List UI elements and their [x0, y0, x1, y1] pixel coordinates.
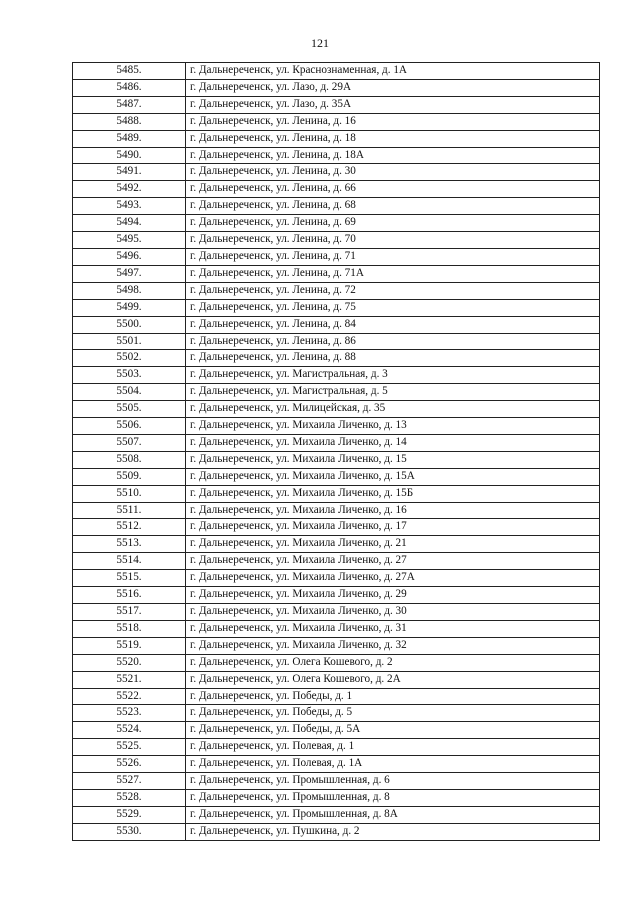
row-number: 5489. [73, 130, 186, 147]
table-row [73, 536, 600, 553]
row-address: г. Дальнереченск, ул. Михаила Личенко, д. 27А [186, 570, 600, 587]
row-number: 5530. [73, 823, 186, 840]
table-row [73, 739, 600, 756]
row-address: г. Дальнереченск, ул. Ленина, д. 88 [186, 350, 600, 367]
row-address: г. Дальнереченск, ул. Олега Кошевого, д. 2А [186, 671, 600, 688]
row-number: 5493. [73, 198, 186, 215]
table-row [73, 688, 600, 705]
table-row [73, 587, 600, 604]
table-row [73, 79, 600, 96]
row-address: г. Дальнереченск, ул. Михаила Личенко, д. 13 [186, 418, 600, 435]
row-address: г. Дальнереченск, ул. Полевая, д. 1А [186, 756, 600, 773]
row-address: г. Дальнереченск, ул. Ленина, д. 72 [186, 282, 600, 299]
table-row [73, 350, 600, 367]
row-address: г. Дальнереченск, ул. Михаила Личенко, д. 17 [186, 519, 600, 536]
row-address: г. Дальнереченск, ул. Ленина, д. 66 [186, 181, 600, 198]
row-number: 5518. [73, 620, 186, 637]
table-row [73, 232, 600, 249]
row-number: 5485. [73, 63, 186, 80]
row-number: 5527. [73, 773, 186, 790]
row-address: г. Дальнереченск, ул. Пушкина, д. 2 [186, 823, 600, 840]
row-number: 5512. [73, 519, 186, 536]
row-address: г. Дальнереченск, ул. Ленина, д. 71А [186, 265, 600, 282]
row-number: 5505. [73, 401, 186, 418]
row-address: г. Дальнереченск, ул. Лазо, д. 29А [186, 79, 600, 96]
row-address: г. Дальнереченск, ул. Ленина, д. 30 [186, 164, 600, 181]
row-address: г. Дальнереченск, ул. Полевая, д. 1 [186, 739, 600, 756]
table-row [73, 620, 600, 637]
row-number: 5498. [73, 282, 186, 299]
row-number: 5515. [73, 570, 186, 587]
row-address: г. Дальнереченск, ул. Ленина, д. 18 [186, 130, 600, 147]
row-number: 5503. [73, 367, 186, 384]
table-row [73, 806, 600, 823]
row-address: г. Дальнереченск, ул. Михаила Личенко, д. 27 [186, 553, 600, 570]
row-address: г. Дальнереченск, ул. Магистральная, д. 5 [186, 384, 600, 401]
row-address: г. Дальнереченск, ул. Михаила Личенко, д. 30 [186, 604, 600, 621]
table-row [73, 671, 600, 688]
table-row [73, 570, 600, 587]
row-number: 5491. [73, 164, 186, 181]
row-address: г. Дальнереченск, ул. Олега Кошевого, д. 2 [186, 654, 600, 671]
row-address: г. Дальнереченск, ул. Магистральная, д. 3 [186, 367, 600, 384]
row-number: 5501. [73, 333, 186, 350]
table-row [73, 722, 600, 739]
row-address: г. Дальнереченск, ул. Ленина, д. 68 [186, 198, 600, 215]
row-number: 5526. [73, 756, 186, 773]
row-address: г. Дальнереченск, ул. Победы, д. 5А [186, 722, 600, 739]
table-row [73, 215, 600, 232]
row-number: 5511. [73, 502, 186, 519]
table-row [73, 147, 600, 164]
table-row [73, 468, 600, 485]
row-address: г. Дальнереченск, ул. Краснознаменная, д. 1А [186, 63, 600, 80]
table-row [73, 299, 600, 316]
row-address: г. Дальнереченск, ул. Ленина, д. 71 [186, 248, 600, 265]
address-table-body [73, 63, 600, 841]
table-row [73, 265, 600, 282]
row-number: 5513. [73, 536, 186, 553]
row-number: 5509. [73, 468, 186, 485]
row-number: 5514. [73, 553, 186, 570]
row-address: г. Дальнереченск, ул. Ленина, д. 75 [186, 299, 600, 316]
table-row [73, 434, 600, 451]
row-address: г. Дальнереченск, ул. Ленина, д. 69 [186, 215, 600, 232]
row-address: г. Дальнереченск, ул. Ленина, д. 18А [186, 147, 600, 164]
table-row [73, 248, 600, 265]
table-row [73, 519, 600, 536]
table-row [73, 773, 600, 790]
row-address: г. Дальнереченск, ул. Промышленная, д. 8А [186, 806, 600, 823]
table-row [73, 316, 600, 333]
table-row [73, 282, 600, 299]
row-number: 5529. [73, 806, 186, 823]
table-row [73, 63, 600, 80]
table-row [73, 198, 600, 215]
table-row [73, 113, 600, 130]
row-address: г. Дальнереченск, ул. Лазо, д. 35А [186, 96, 600, 113]
row-number: 5500. [73, 316, 186, 333]
row-number: 5488. [73, 113, 186, 130]
row-number: 5494. [73, 215, 186, 232]
table-row [73, 164, 600, 181]
row-number: 5524. [73, 722, 186, 739]
row-address: г. Дальнереченск, ул. Победы, д. 1 [186, 688, 600, 705]
table-row [73, 502, 600, 519]
row-address: г. Дальнереченск, ул. Михаила Личенко, д. 21 [186, 536, 600, 553]
table-row [73, 705, 600, 722]
row-address: г. Дальнереченск, ул. Ленина, д. 70 [186, 232, 600, 249]
row-number: 5522. [73, 688, 186, 705]
row-number: 5499. [73, 299, 186, 316]
row-number: 5502. [73, 350, 186, 367]
row-number: 5525. [73, 739, 186, 756]
row-number: 5528. [73, 789, 186, 806]
page-number: 121 [311, 36, 329, 50]
row-number: 5506. [73, 418, 186, 435]
table-row [73, 367, 600, 384]
row-address: г. Дальнереченск, ул. Михаила Личенко, д. 29 [186, 587, 600, 604]
row-number: 5497. [73, 265, 186, 282]
table-row [73, 654, 600, 671]
table-row [73, 789, 600, 806]
table-row [73, 418, 600, 435]
table-row [73, 401, 600, 418]
row-address: г. Дальнереченск, ул. Милицейская, д. 35 [186, 401, 600, 418]
row-address: г. Дальнереченск, ул. Победы, д. 5 [186, 705, 600, 722]
row-address: г. Дальнереченск, ул. Ленина, д. 84 [186, 316, 600, 333]
row-number: 5516. [73, 587, 186, 604]
table-row [73, 553, 600, 570]
row-number: 5510. [73, 485, 186, 502]
address-table [72, 62, 600, 841]
row-number: 5492. [73, 181, 186, 198]
row-number: 5519. [73, 637, 186, 654]
row-number: 5496. [73, 248, 186, 265]
table-row [73, 823, 600, 840]
row-number: 5504. [73, 384, 186, 401]
table-row [73, 451, 600, 468]
row-address: г. Дальнереченск, ул. Ленина, д. 86 [186, 333, 600, 350]
row-number: 5486. [73, 79, 186, 96]
row-address: г. Дальнереченск, ул. Промышленная, д. 8 [186, 789, 600, 806]
row-address: г. Дальнереченск, ул. Промышленная, д. 6 [186, 773, 600, 790]
row-number: 5508. [73, 451, 186, 468]
table-row [73, 181, 600, 198]
row-address: г. Дальнереченск, ул. Михаила Личенко, д. 16 [186, 502, 600, 519]
table-row [73, 756, 600, 773]
table-row [73, 384, 600, 401]
row-address: г. Дальнереченск, ул. Михаила Личенко, д. 15Б [186, 485, 600, 502]
table-row [73, 485, 600, 502]
row-address: г. Дальнереченск, ул. Михаила Личенко, д. 31 [186, 620, 600, 637]
row-address: г. Дальнереченск, ул. Михаила Личенко, д. 15 [186, 451, 600, 468]
table-row [73, 130, 600, 147]
table-row [73, 637, 600, 654]
row-number: 5523. [73, 705, 186, 722]
row-number: 5517. [73, 604, 186, 621]
row-address: г. Дальнереченск, ул. Михаила Личенко, д. 14 [186, 434, 600, 451]
table-row [73, 604, 600, 621]
row-number: 5495. [73, 232, 186, 249]
row-number: 5487. [73, 96, 186, 113]
row-number: 5507. [73, 434, 186, 451]
row-address: г. Дальнереченск, ул. Ленина, д. 16 [186, 113, 600, 130]
table-row [73, 96, 600, 113]
row-address: г. Дальнереченск, ул. Михаила Личенко, д. 32 [186, 637, 600, 654]
row-address: г. Дальнереченск, ул. Михаила Личенко, д. 15А [186, 468, 600, 485]
row-number: 5520. [73, 654, 186, 671]
table-row [73, 333, 600, 350]
row-number: 5490. [73, 147, 186, 164]
row-number: 5521. [73, 671, 186, 688]
